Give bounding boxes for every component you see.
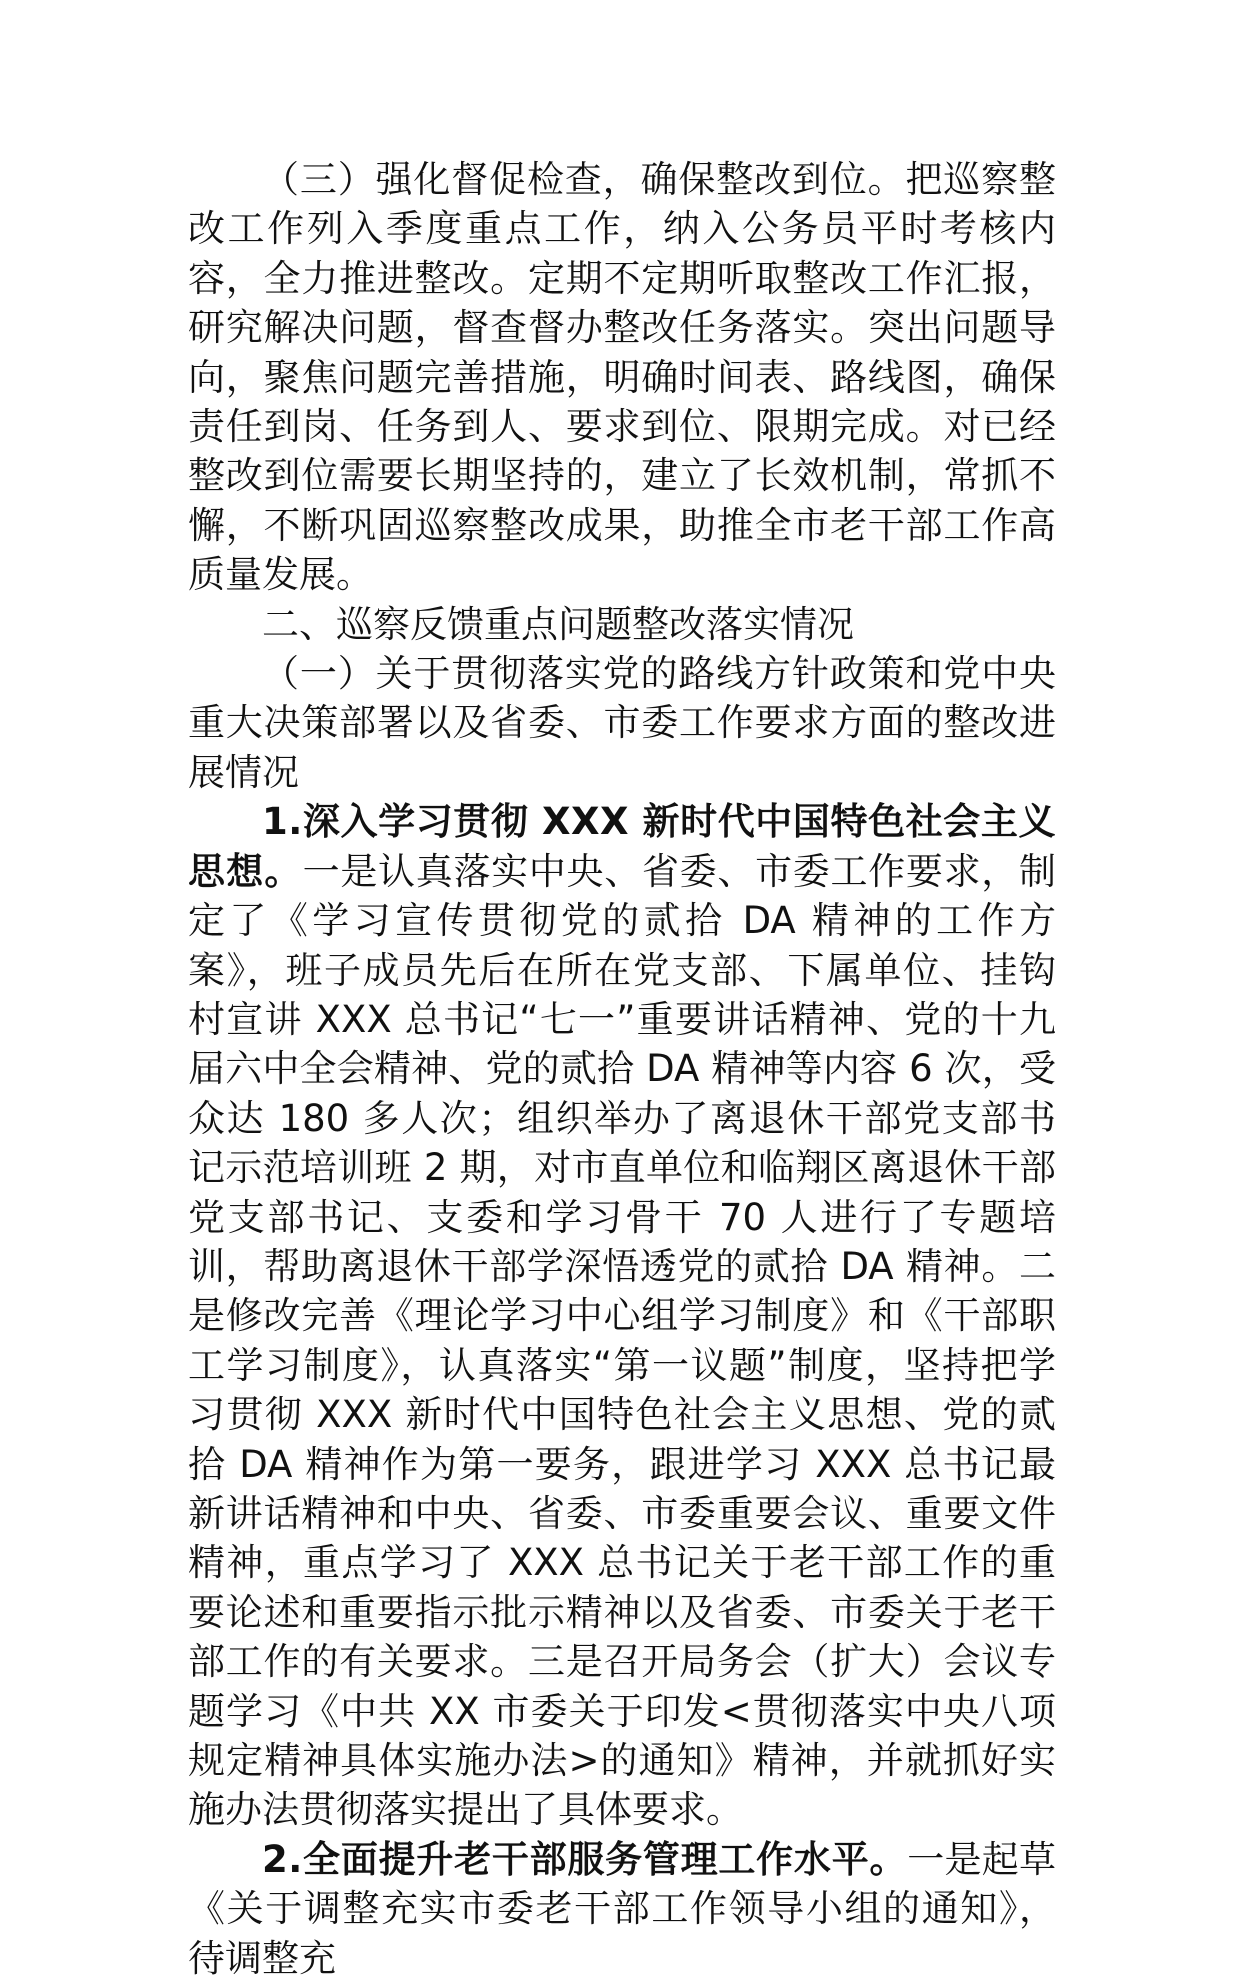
subsection-heading <box>188 649 1056 797</box>
paragraph-text: （三）强化督促检查，确保整改到位。把巡察整改工作列入季度重点工作，纳入公务员平时考核内容，全力推进整改。定期不定期听取整改工作汇报，研究解决问题，督查督办整改任务落实。突出问题导向，聚焦问题完善措施，明确时间表、路线图，确保责任到岗、任务到人、要求到位、限期完成。对已经整改到位需要长期坚持的，建立了长效机制，常抓不懈，不断巩固巡察整改成果，助推全市老干部工作高质量发展。 <box>188 158 1056 597</box>
paragraph-supervision <box>188 155 1056 600</box>
subsection-heading-text: （一）关于贯彻落实党的路线方针政策和党中央重大决策部署以及省委、市委工作要求方面的整改进展情况 <box>188 652 1056 794</box>
paragraph-study-thought <box>188 797 1056 1835</box>
paragraph-service-management <box>188 1835 1056 1983</box>
document-page <box>188 155 1056 1983</box>
section-heading-text: 二、巡察反馈重点问题整改落实情况 <box>262 602 854 646</box>
paragraph-lead-title: 1.深入学习贯彻 XXX 新时代中国特色社会主义思想。 <box>188 800 1056 893</box>
paragraph-text: 一是认真落实中央、省委、市委工作要求，制定了《学习宣传贯彻党的贰拾 DA 精神的工作方案》，班子成员先后在所在党支部、下属单位、挂钩村宣讲 XXX 总书记“七一”重要讲话精神、党的十九届六中全会精神、党的贰拾 DA 精神等内容 6 次，受众达 180 多人次；组织举办了离退休干部党支部书记示范培训班 2 期，对市直单位和临翔区离退休干部党支部书记、支委和学习骨干 70 人进行了专题培训，帮助离退休干部学深悟透党的贰拾 DA 精神。二是修改完善《理论学习中心组学习制度》和《干部职工学习制度》，认真落实“第一议题”制度，坚持把学习贯彻 XXX 新时代中国特色社会主义思想、党的贰拾 DA 精神作为第一要务，跟进学习 XXX 总书记最新讲话精神和中央、省委、市委重要会议、重要文件精神，重点学习了 XXX 总书记关于老干部工作的重要论述和重要指示批示精神以及省委、市委关于老干部工作的有关要求。三是召开局务会（扩大）会议专题学习《中共 XX 市委关于印发<贯彻落实中央八项规定精神具体实施办法>的通知》精神，并就抓好实施办法贯彻落实提出了具体要求。 <box>188 849 1057 1832</box>
paragraph-text: 一是起草《关于调整充实市委老干部工作领导小组的通知》，待调整充 <box>188 1837 1056 1980</box>
paragraph-lead-title: 2.全面提升老干部服务管理工作水平。 <box>262 1837 908 1881</box>
section-heading <box>188 600 1056 649</box>
